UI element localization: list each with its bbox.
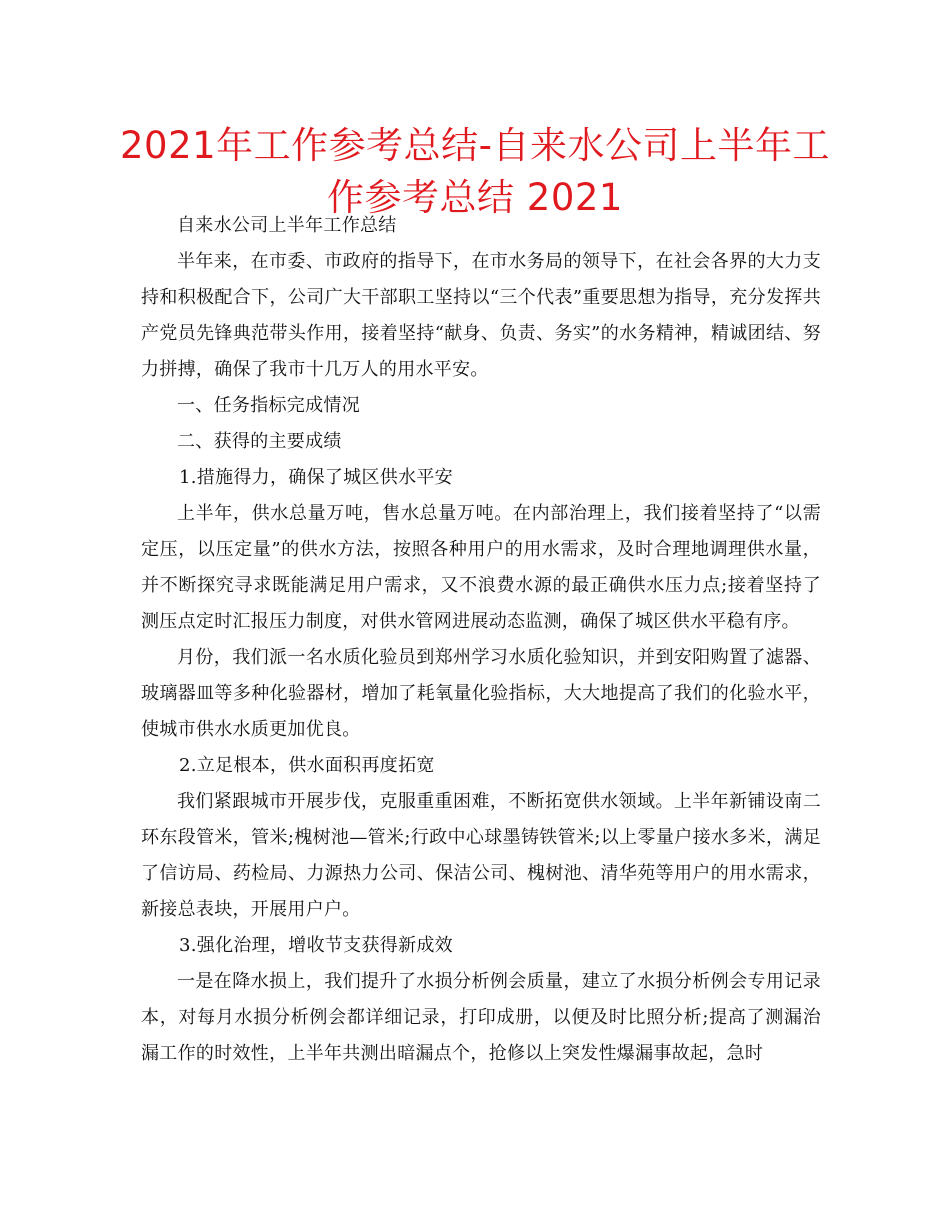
section-heading: 二、获得的主要成绩 [177, 431, 342, 452]
section-heading: 一、任务指标完成情况 [177, 395, 360, 416]
paragraph: 半年来，在市委、市政府的指导下，在市水务局的领导下，在社会各界的大力支持和积极配合下，公司广大干部职工坚持以“三个代表”重要思想为指导，充分发挥共产党员先锋典范带头作用，接着坚持“献身、负责、务实”的水务精神，精诚团结、努力拼搏，确保了我市十几万人的用水平安。 [141, 251, 821, 380]
paragraph: 一是在降水损上，我们提升了水损分析例会质量，建立了水损分析例会专用记录本，对每月水损分析例会都详细记录，打印成册，以便及时比照分析;提高了测漏治漏工作的时效性，上半年共测出暗漏点个，抢修以上突发性爆漏事故起，急时 [141, 971, 821, 1064]
document-title: 2021年工作参考总结-自来水公司上半年工作参考总结 2021 [120, 124, 831, 219]
subsection-heading: 3.强化治理，增收节支获得新成效 [179, 935, 453, 956]
paragraph: 上半年，供水总量万吨，售水总量万吨。在内部治理上，我们接着坚持了“以需定压，以压定量”的供水方法，按照各种用户的用水需求，及时合理地调理供水量，并不断探究寻求既能满足用户需求，又不浪费水源的最正确供水压力点;接着坚持了测压点定时汇报压力制度，对供水管网进展动态监测，确保了城区供水平稳有序。 [141, 503, 821, 632]
paragraph-heading: 自来水公司上半年工作总结 [177, 215, 397, 236]
document-body [141, 208, 821, 1072]
subsection-heading: 1.措施得力，确保了城区供水平安 [179, 467, 453, 488]
paragraph: 我们紧跟城市开展步伐，克服重重困难，不断拓宽供水领域。上半年新铺设南二环东段管米，管米;槐树池—管米;行政中心球墨铸铁管米;以上零量户接水多米，满足了信访局、药检局、力源热力公司、保洁公司、槐树池、清华苑等用户的用水需求，新接总表块，开展用户户。 [141, 791, 821, 920]
paragraph: 月份，我们派一名水质化验员到郑州学习水质化验知识，并到安阳购置了滤器、玻璃器皿等多种化验器材，增加了耗氧量化验指标，大大地提高了我们的化验水平，使城市供水水质更加优良。 [141, 647, 821, 740]
subsection-heading: 2.立足根本，供水面积再度拓宽 [179, 755, 435, 776]
